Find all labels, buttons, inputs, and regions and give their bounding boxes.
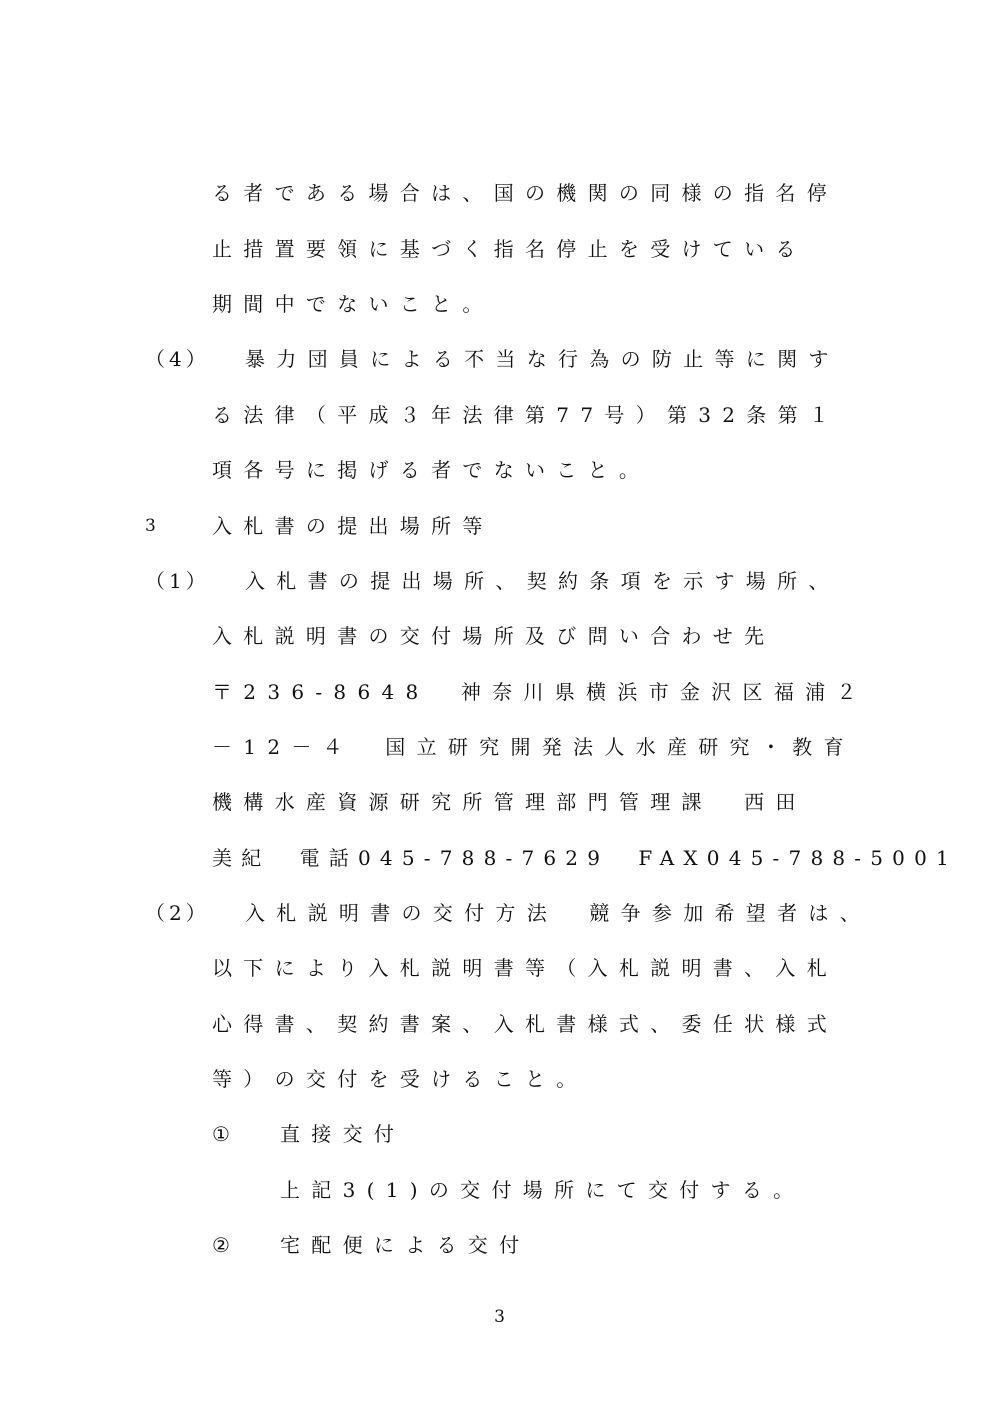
body-text-line: 暴力団員による不当な行為の防止等に関す [245,347,840,371]
body-text-line: 期間中でないこと。 [212,292,494,316]
section-number-3: 3 [145,516,160,536]
item-number-2: （2） [145,901,210,925]
body-text-line: る者である場合は、国の機関の同様の指名停 [212,181,838,205]
phone-fax-line: 美紀 電話045-788-7629 FAX045-788-5001 [212,846,958,870]
body-text-line: 入札説明書の交付場所及び問い合わせ先 [212,624,776,648]
body-text-line: 上記3(1)の交付場所にて交付する。 [280,1178,805,1202]
address-line: 〒236-8648 神奈川県横浜市金沢区福浦２ [212,680,868,704]
circled-number-2: ② [212,1233,234,1257]
body-text-line: る法律（平成３年法律第77号）第32条第１ [212,403,841,427]
page-number: 3 [494,1307,505,1327]
address-line: －12－４ 国立研究開発法人水産研究・教育 [212,735,855,759]
body-text-line: 入札書の提出場所、契約条項を示す場所、 [245,569,840,593]
body-text-line: 等）の交付を受けること。 [212,1067,588,1091]
body-text-line: 以下により入札説明書等（入札説明書、入札 [212,956,838,980]
body-text-line: 項各号に掲げる者でないこと。 [212,458,651,482]
sub-item-heading: 宅配便による交付 [280,1233,531,1257]
item-number-4: （4） [145,347,210,371]
section-heading: 入札書の提出場所等 [212,514,494,538]
body-text-line: 止措置要領に基づく指名停止を受けている [212,237,807,261]
sub-item-heading: 直接交付 [280,1122,406,1146]
item-number-1: （1） [145,569,210,593]
circled-number-1: ① [212,1122,234,1146]
body-text-line: 心得書、契約書案、入札書様式、委任状様式 [212,1012,838,1036]
contact-line: 機構水産資源研究所管理部門管理課 西田 [212,790,807,814]
body-text-line: 入札説明書の交付方法 競争参加希望者は、 [245,901,871,925]
